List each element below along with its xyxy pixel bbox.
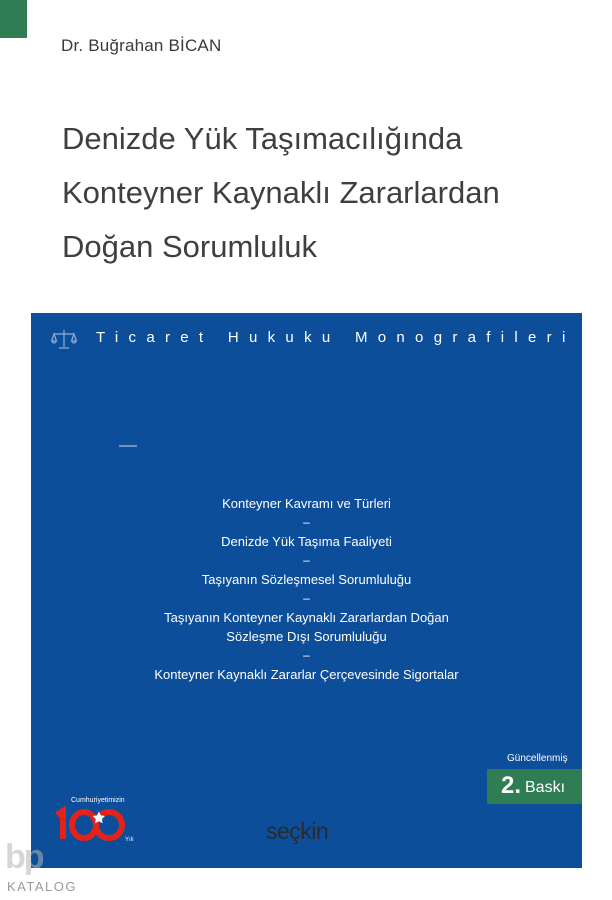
watermark-text: KATALOG: [7, 879, 77, 894]
small-mark: [119, 445, 137, 447]
contents-list: [31, 494, 582, 684]
contents-separator: –: [303, 591, 310, 605]
contents-separator: –: [303, 515, 310, 529]
book-title-line-1: Denizde Yük Taşımacılığında: [62, 121, 463, 156]
edition-badge: [487, 769, 582, 804]
centennial-top-text: Cumhuriyetimizin: [71, 797, 125, 804]
book-title: [62, 112, 582, 274]
edition-label: Baskı: [525, 779, 566, 796]
cover-panel: [31, 313, 582, 868]
edition-note: Güncellenmiş: [507, 753, 568, 764]
contents-item: Taşıyanın Sözleşmesel Sorumluluğu: [201, 572, 412, 587]
book-title-line-3: Doğan Sorumluluk: [62, 229, 318, 264]
contents-item: Sözleşme Dışı Sorumluluğu: [226, 629, 387, 644]
centennial-bottom-text: Yılı: [125, 837, 134, 843]
series-name: Ticaret Hukuku Monografileri: [96, 329, 576, 346]
edition-number: 2.: [501, 772, 522, 799]
author-name: Dr. Buğrahan BİCAN: [61, 36, 222, 55]
contents-item: Konteyner Kaynaklı Zararlar Çerçevesinde Sigortalar: [154, 667, 459, 682]
contents-item: Denizde Yük Taşıma Faaliyeti: [221, 534, 392, 549]
contents-separator: –: [303, 648, 310, 662]
book-title-line-2: Konteyner Kaynaklı Zararlardan: [62, 175, 500, 210]
contents-separator: –: [303, 553, 310, 567]
publisher-logo: seçkin: [266, 818, 329, 844]
corner-accent-bar: [0, 0, 27, 38]
centennial-100-logo: [49, 795, 134, 845]
watermark-logo: bp: [5, 838, 43, 876]
scales-of-justice-icon: [51, 328, 77, 352]
contents-item: Konteyner Kavramı ve Türleri: [222, 496, 391, 511]
contents-item: Taşıyanın Konteyner Kaynaklı Zararlardan Doğan: [164, 610, 449, 625]
